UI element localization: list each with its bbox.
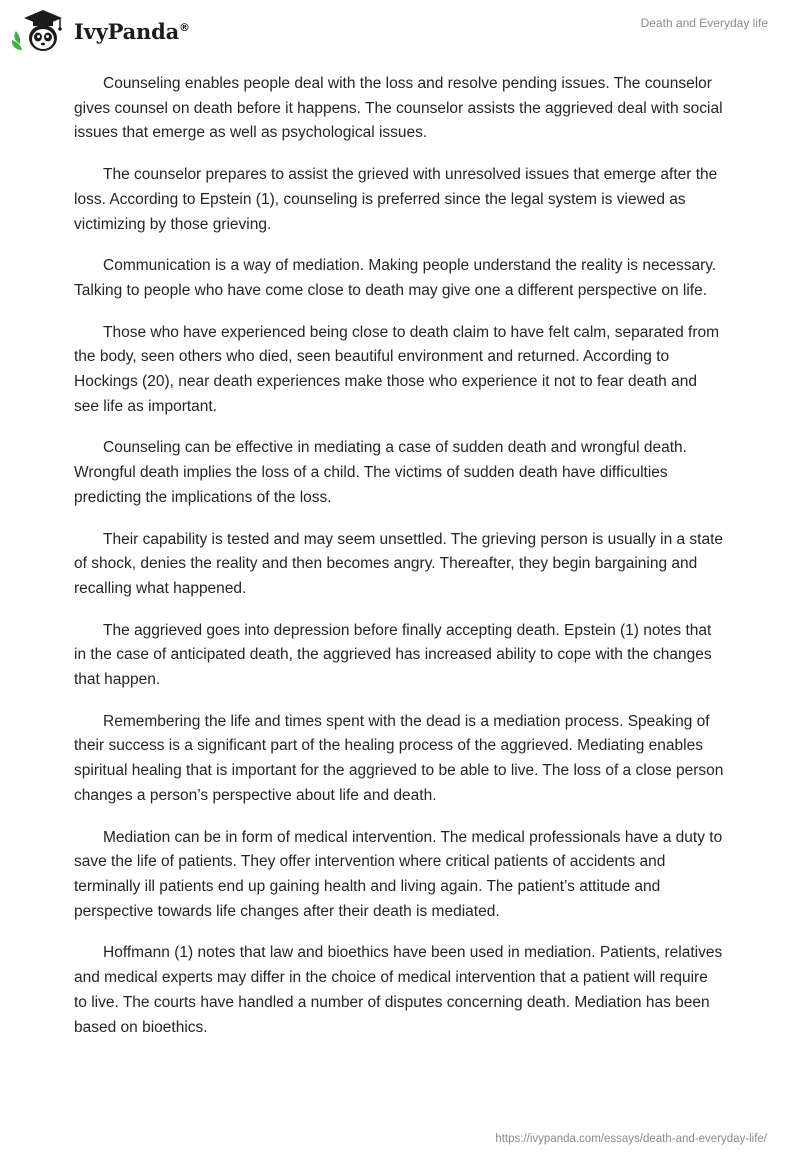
essay-body [74, 72, 724, 1057]
source-url-link[interactable]: https://ivypanda.com/essays/death-and-everyday-life/ [495, 1133, 767, 1145]
logo-wordmark [74, 19, 190, 44]
registered-mark: ® [179, 20, 190, 34]
document-title: Death and Everyday life [640, 16, 768, 30]
ivypanda-logo[interactable] [10, 8, 190, 54]
paragraph: The counselor prepares to assist the grieved with unresolved issues that emerge after the loss. According to Epstein (1), counseling is preferred since the legal system is viewed as victimizing by those grieving. [74, 166, 718, 233]
paragraph: The aggrieved goes into depression before finally accepting death. Epstein (1) notes that in the case of anticipated death, the aggrieved has increased ability to cope with the changes that happen. [74, 621, 712, 689]
paragraph: Their capability is tested and may seem unsettled. The grieving person is usually in a state of shock, denies the reality and then becomes angry. Thereafter, they begin bargaining and recalling what happened. [74, 530, 724, 597]
paragraph: Counseling enables people deal with the loss and resolve pending issues. The counselor gives counsel on death before it happens. The counselor assists the aggrieved deal with social issues that emerge as well as psychological issues. [74, 75, 723, 142]
paragraph: Hoffmann (1) notes that law and bioethics have been used in mediation. Patients, relatives and medical experts may differ in the choice of medical intervention that a patient will require to live. The courts have handled a number of disputes concerning death. Mediation has been based on bioethics. [74, 944, 723, 1036]
paragraph: Counseling can be effective in mediating a case of sudden death and wrongful death. Wrongful death implies the loss of a child. The victims of sudden death have difficulties predicting the implications of the loss. [74, 439, 687, 506]
logo-text: IvyPanda [74, 18, 180, 44]
paragraph: Those who have experienced being close to death claim to have felt calm, separated from the body, seen others who died, seen beautiful environment and returned. According to Hockings (20), near death experiences make those who experience it not to fear death and see life as important. [74, 323, 720, 415]
paragraph: Mediation can be in form of medical intervention. The medical professionals have a duty to save the life of patients. They offer intervention where critical patients of accidents and terminally ill patients end up gaining health and living again. The patient’s attitude and perspective towards life changes after their death is mediated. [74, 828, 723, 920]
page-header [0, 0, 800, 70]
panda-graduation-cap-icon [10, 8, 68, 54]
paragraph: Remembering the life and times spent with the dead is a mediation process. Speaking of their success is a significant part of the healing process of the aggrieved. Mediating enables spiritual healing that is important for the aggrieved to be able to live. The loss of a close person changes a person’s perspective about life and death. [74, 712, 724, 804]
paragraph: Communication is a way of mediation. Making people understand the reality is necessary. Talking to people who have come close to death may give one a different perspective on life. [74, 257, 717, 299]
